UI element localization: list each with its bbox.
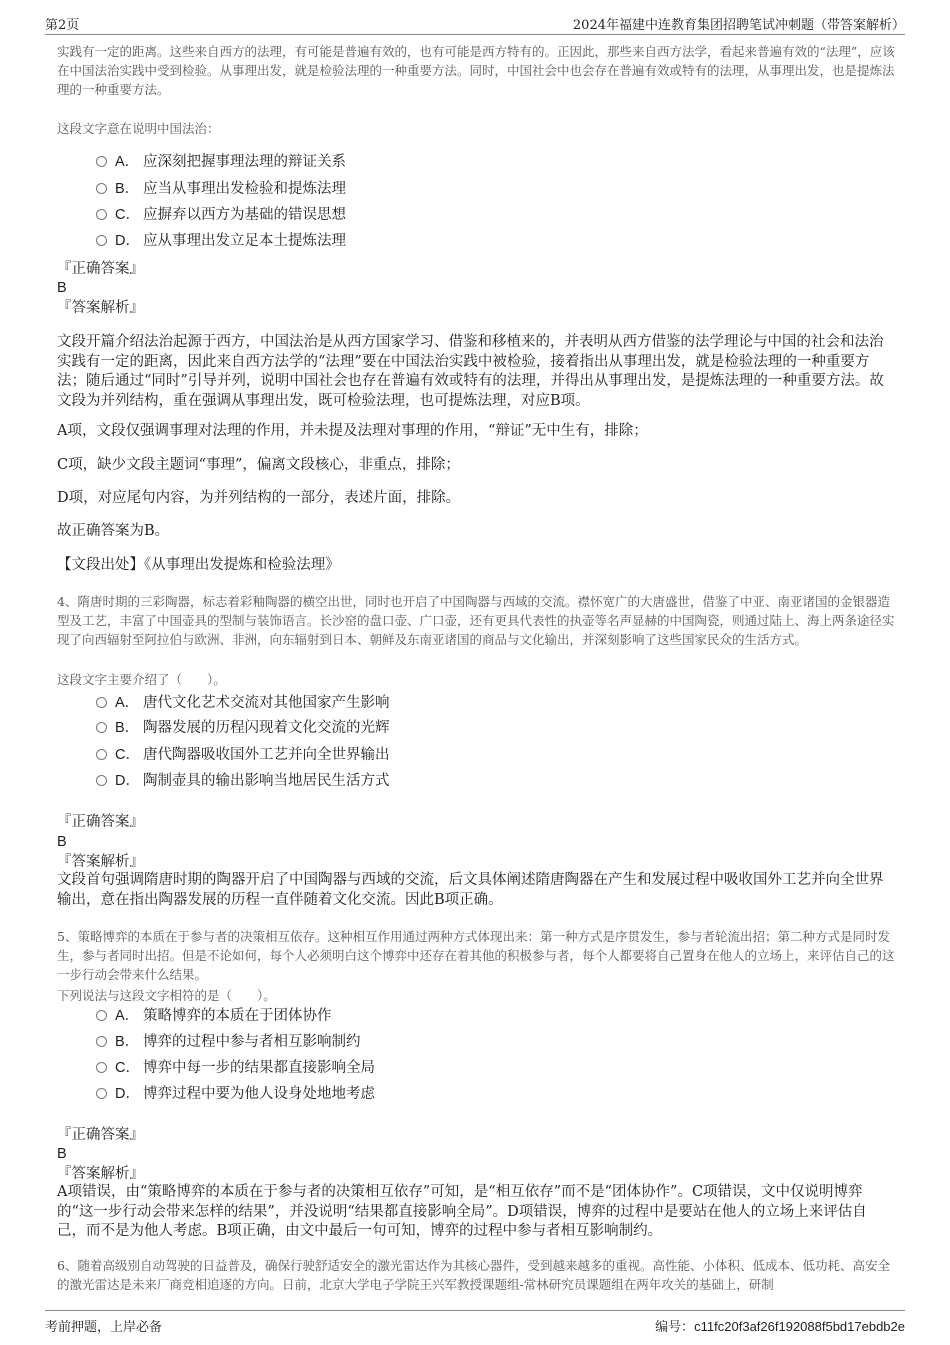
q3-option-d[interactable]: D． 应从事理出发立足本土提炼法理 — [96, 229, 346, 253]
radio-icon[interactable] — [96, 1062, 107, 1073]
document-code-label: 编号： — [655, 1320, 695, 1335]
q3-analysis-c: C项，缺少文段主题词“事理”，偏离文段核心，非重点，排除； — [57, 457, 460, 473]
radio-icon[interactable] — [96, 1088, 107, 1099]
footer-slogan: 考前押题，上岸必备 — [45, 1320, 163, 1335]
q5-analysis-label: 『答案解析』 — [57, 1166, 144, 1182]
q3-analysis-a: A项，文段仅强调事理对法理的作用，并未提及法理对事理的作用，“辩证”无中生有，排除； — [57, 423, 648, 439]
q4-option-a[interactable]: A． 唐代文化艺术交流对其他国家产生影响 — [96, 691, 390, 715]
document-code — [655, 1316, 905, 1335]
q3-analysis-d: D项，对应尾句内容，为并列结构的一部分，表述片面，排除。 — [57, 490, 461, 506]
q5-analysis-text: A项错误，由“策略博弈的本质在于参与者的决策相互依存”可知，是“相互依存”而不是“团体协作”。C项错误，文中仅说明博弈的“这一步行动会带来怎样的结果”，并没说明“结果都直接影响全局”。D项错误，博弈的过程中是要站在他人的立场上来评估自己，而不是为他人考虑。B项正确，由文中最后一句可知，博弈的过程中参与者相互影响制约。 — [57, 1184, 867, 1239]
q5-option-b[interactable]: B． 博弈的过程中参与者相互影响制约 — [96, 1030, 361, 1054]
q5-passage: 5、策略博弈的本质在于参与者的决策相互依存。这种相互作用通过两种方式体现出来：第一种方式是序贯发生，参与者轮流出招；第二种方式是同时发生，参与者同时出招。但是不论如何，每个人必须明白这个博弈中还存在着其他的积极参与者，每个人都要将自己置身在他人的立场上，来评估自己的这一步行动会带来什么结果。 — [57, 929, 895, 982]
q4-option-c[interactable]: C． 唐代陶器吸收国外工艺并向全世界输出 — [96, 743, 390, 767]
radio-icon[interactable] — [96, 1010, 107, 1021]
q3-analysis-text: 文段开篇介绍法治起源于西方，中国法治是从西方国家学习、借鉴和移植来的，并表明从西方借鉴的法学理论与中国的社会和法治实践有一定的距离，因此来自西方法学的“法理”要在中国法治实践中被检验，接着指出从事理出发，就是检验法理的一种重要方法；随后通过“同时”引导并列，说明中国社会也存在普遍有效或特有的法理，并得出从事理出发，是提炼法理的一种重要方法。故文段为并列结构，重在强调从事理出发，既可检验法理，也可提炼法理，对应B项。 — [57, 334, 884, 409]
page-footer — [45, 1310, 905, 1335]
radio-icon[interactable] — [96, 722, 107, 733]
document-title: 2024年福建中连教育集团招聘笔试冲刺题（带答案解析） — [572, 18, 905, 33]
q5-option-a[interactable]: A． 策略博弈的本质在于团体协作 — [96, 1004, 332, 1028]
q5-option-d[interactable]: D． 博弈过程中要为他人设身处地地考虑 — [96, 1082, 375, 1106]
q4-stem: 这段文字主要介绍了（ ）。 — [57, 672, 226, 687]
q3-option-a[interactable]: A． 应深刻把握事理法理的辩证关系 — [96, 150, 346, 174]
page-number: 第2页 — [45, 18, 80, 33]
q4-answer-label: 『正确答案』 — [57, 814, 144, 830]
q3-stem: 这段文字意在说明中国法治： — [57, 121, 220, 136]
document-code-value: c11fc20f3af26f192088f5bd17ebdb2e — [694, 1319, 905, 1334]
radio-icon[interactable] — [96, 183, 107, 194]
q3-option-b[interactable]: B． 应当从事理出发检验和提炼法理 — [96, 177, 346, 201]
q5-answer-label: 『正确答案』 — [57, 1127, 144, 1143]
q4-analysis-text: 文段首句强调隋唐时期的陶器开启了中国陶器与西域的交流，后文具体阐述隋唐陶器在产生和发展过程中吸收国外工艺并向全世界输出，意在指出陶器发展的历程一直伴随着文化交流。因此B项正确。 — [57, 872, 884, 908]
radio-icon[interactable] — [96, 1036, 107, 1047]
radio-icon[interactable] — [96, 775, 107, 786]
q3-option-c[interactable]: C． 应摒弃以西方为基础的错误思想 — [96, 203, 346, 227]
q3-answer: B — [57, 280, 67, 296]
q3-analysis-conclusion: 故正确答案为B。 — [57, 523, 170, 539]
radio-icon[interactable] — [96, 749, 107, 760]
q3-answer-label: 『正确答案』 — [57, 261, 144, 277]
radio-icon[interactable] — [96, 235, 107, 246]
q4-option-b[interactable]: B． 陶器发展的历程闪现着文化交流的光辉 — [96, 716, 390, 740]
radio-icon[interactable] — [96, 156, 107, 167]
q4-option-d[interactable]: D． 陶制壶具的输出影响当地居民生活方式 — [96, 769, 390, 793]
radio-icon[interactable] — [96, 209, 107, 220]
q5-answer: B — [57, 1146, 67, 1162]
q5-option-c[interactable]: C． 博弈中每一步的结果都直接影响全局 — [96, 1056, 375, 1080]
q4-analysis-label: 『答案解析』 — [57, 854, 144, 870]
q3-source: 【文段出处】《从事理出发提炼和检验法理》 — [57, 557, 340, 573]
q5-stem: 下列说法与这段文字相符的是（ ）。 — [57, 988, 276, 1003]
radio-icon[interactable] — [96, 697, 107, 708]
page-header — [45, 12, 905, 35]
q4-passage: 4、隋唐时期的三彩陶器，标志着彩釉陶器的横空出世，同时也开启了中国陶器与西域的交流。襟怀宽广的大唐盛世，借鉴了中亚、南亚诸国的金银器造型及工艺，丰富了中国壶具的型制与装饰语言。长沙窑的盘口壶、广口壶，还有更具代表性的执壶等名声显赫的中国陶瓷，则通过陆上、海上两条途径实现了向西辐射至阿拉伯与欧洲、非洲，向东辐射到日本、朝鲜及东南亚诸国的商品与文化输出，并深刻影响了这些国家民众的生活方式。 — [57, 594, 895, 647]
q6-passage: 6、随着高级别自动驾驶的日益普及，确保行驶舒适安全的激光雷达作为其核心器件，受到越来越多的重视。高性能、小体积、低成本、低功耗、高安全的激光雷达是未来厂商竞相追逐的方向。日前，北京大学电子学院王兴军教授课题组-常林研究员课题组在两年攻关的基础上，研制 — [57, 1258, 890, 1292]
q4-answer: B — [57, 834, 67, 850]
q3-passage-tail: 实践有一定的距离。这些来自西方的法理，有可能是普遍有效的，也有可能是西方特有的。正因此，那些来自西方法学，看起来普遍有效的“法理”，应该在中国法治实践中受到检验。从事理出发，就是检验法理的一种重要方法。同时，中国社会中也会存在普遍有效或特有的法理，从事理出发，也是提炼法理的一种重要方法。 — [57, 44, 895, 97]
q3-analysis-label: 『答案解析』 — [57, 300, 144, 316]
